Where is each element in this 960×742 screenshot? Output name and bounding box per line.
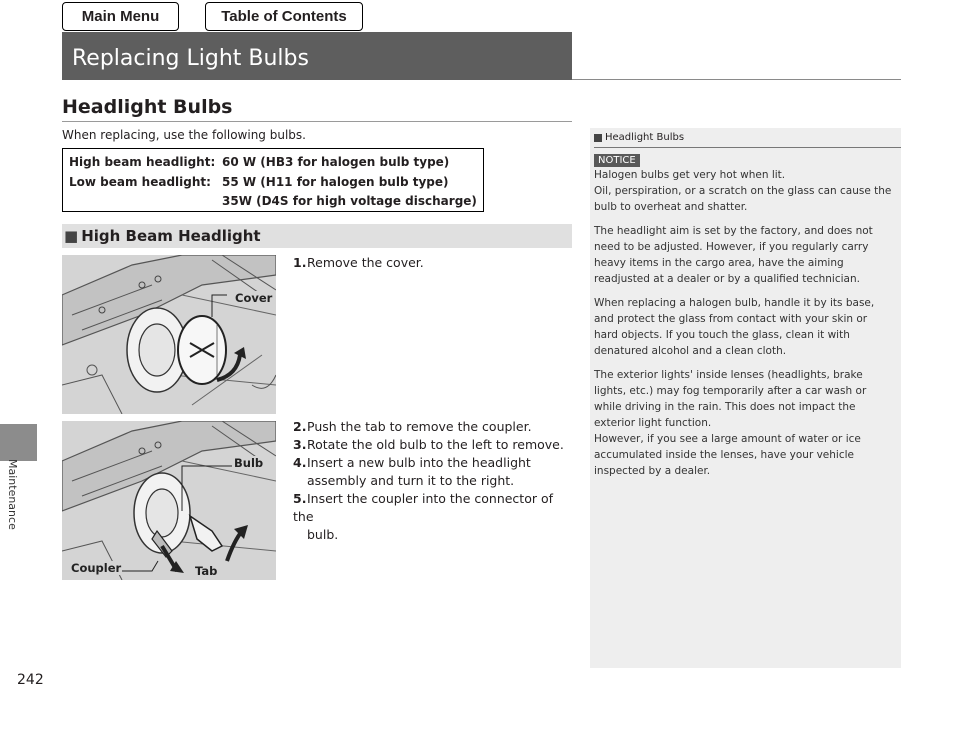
note-paragraph: The exterior lights' inside lenses (headlights, brake lights, etc.) may fog temporarily after a car wash or while driving in the rain. This does not impact the exterior light function. (594, 369, 867, 429)
note-rule (594, 147, 901, 148)
bulb-label: Bulb (234, 456, 264, 470)
page-number: 242 (17, 672, 44, 688)
chapter-label: Maintenance (6, 459, 19, 530)
table-of-contents-button[interactable]: Table of Contents (205, 2, 363, 31)
step-number: 1. (293, 255, 307, 270)
headlight-cover-illustration (62, 255, 276, 414)
note-paragraph: The headlight aim is set by the factory, and does not need to be adjusted. However, if you regularly carry heavy items in the cargo area, have the aiming readjusted at a dealer or by a qualified technician. (594, 225, 873, 285)
spec-value: 55 W (H11 for halogen bulb type) (222, 175, 449, 189)
step-item (293, 418, 573, 436)
step-text: Push the tab to remove the coupler. (307, 419, 532, 434)
step-number: 5. (293, 491, 307, 506)
step-text-continued: bulb. (307, 527, 339, 542)
subsection-title-text: High Beam Headlight (81, 227, 261, 245)
note-marker-icon (594, 134, 602, 142)
step-text: Insert a new bulb into the headlight (307, 455, 531, 470)
spec-row (69, 172, 483, 192)
bulb-spec-table (62, 148, 484, 212)
note-header-text: Headlight Bulbs (605, 132, 685, 143)
section-rule (62, 121, 572, 122)
step-text-continued: assembly and turn it to the right. (307, 473, 515, 488)
intro-text: When replacing, use the following bulbs. (62, 128, 306, 142)
spec-row (69, 152, 483, 172)
notice-badge: NOTICE (594, 154, 640, 167)
spec-value: 60 W (HB3 for halogen bulb type) (222, 155, 450, 169)
note-paragraph: Halogen bulbs get very hot when lit. (594, 169, 786, 181)
spec-value: 35W (D4S for high voltage discharge) (222, 194, 477, 208)
cover-label: Cover (235, 291, 273, 305)
spec-label: High beam headlight: (69, 155, 216, 169)
chapter-tab (0, 424, 37, 461)
subsection-title (62, 224, 572, 248)
step-item (293, 490, 573, 544)
step-number: 4. (293, 455, 307, 470)
coupler-label: Coupler (71, 561, 122, 575)
note-paragraph: Oil, perspiration, or a scratch on the glass can cause the bulb to overheat and shatter. (594, 185, 892, 213)
note-paragraph: However, if you see a large amount of water or ice accumulated inside the lenses, have your vehicle inspected by a dealer. (594, 433, 861, 477)
tab-label: Tab (195, 564, 218, 578)
step-item (293, 436, 573, 454)
spec-label: Low beam headlight: (69, 175, 211, 189)
step-number: 3. (293, 437, 307, 452)
step-text: Insert the coupler into the connector of the (293, 491, 554, 524)
section-title: Headlight Bulbs (62, 96, 233, 118)
step-text: Rotate the old bulb to the left to remove. (307, 437, 564, 452)
note-paragraph: When replacing a halogen bulb, handle it by its base, and protect the glass from contact with your skin or hard objects. If you touch the glass, clean it with denatured alcohol and a clean cloth. (594, 297, 875, 357)
figure-remove-cover (62, 255, 276, 414)
step-text: Remove the cover. (307, 255, 424, 270)
step-item (293, 254, 573, 272)
page-title: Replacing Light Bulbs (62, 32, 572, 80)
step-item (293, 454, 573, 490)
title-rule (572, 79, 901, 80)
square-bullet-icon: ■ (64, 227, 79, 245)
headlight-bulb-illustration (62, 421, 276, 580)
figure-replace-bulb (62, 421, 276, 580)
step-number: 2. (293, 419, 307, 434)
main-menu-button[interactable]: Main Menu (62, 2, 179, 31)
note-panel (590, 128, 901, 668)
note-header (594, 132, 901, 143)
